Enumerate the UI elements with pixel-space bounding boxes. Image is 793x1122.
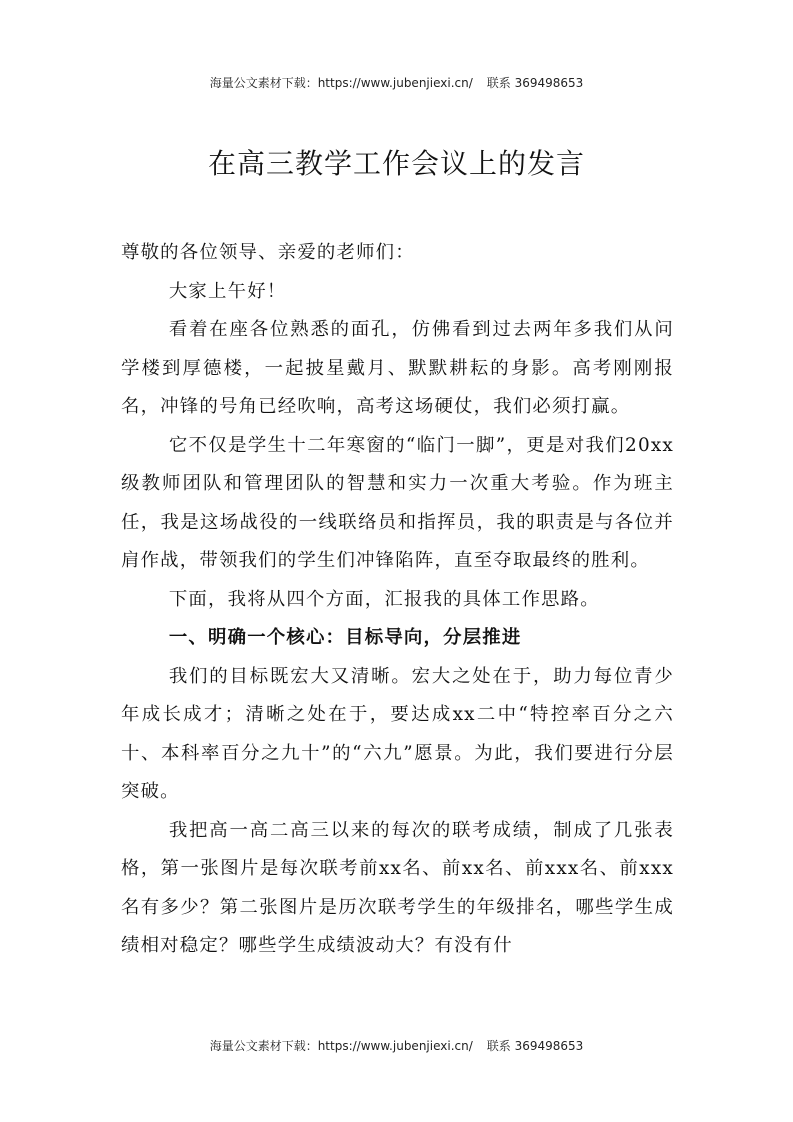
footer-text: 海量公文素材下载：https://www.jubenjiexi.cn/ — [209, 1039, 473, 1053]
footer-contact: 联系 369498653 — [486, 1039, 584, 1053]
greeting: 大家上午好！ — [168, 280, 287, 302]
paragraph: 我把高一高二高三以来的每次的联考成绩，制成了几张表格，第一张图片是每次联考前xx名、前xx名、前xxx名、前xxx名有多少？第二张图片是历次联考学生的年级排名，哪些学生成绩相对稳定？哪些学生成绩波动大？有没有什 — [121, 819, 674, 956]
document-title: 在高三教学工作会议上的发言 — [207, 147, 585, 180]
paragraph: 下面，我将从四个方面，汇报我的具体工作思路。 — [168, 588, 600, 610]
document-body — [121, 234, 674, 966]
header-text: 海量公文素材下载：https://www.jubenjiexi.cn/ — [209, 76, 473, 90]
section-heading: 一、明确一个核心：目标导向，分层推进 — [168, 627, 522, 648]
paragraph: 它不仅是学生十二年寒窗的“临门一脚”，更是对我们20xx级教师团队和管理团队的智慧和实力一次重大考验。作为班主任，我是这场战役的一线联络员和指挥员，我的职责是与各位并肩作战，带领我们的学生们冲锋陷阵，直至夺取最终的胜利。 — [121, 434, 674, 571]
paragraph: 看着在座各位熟悉的面孔，仿佛看到过去两年多我们从问学楼到厚德楼，一起披星戴月、默默耕耘的身影。高考刚刚报名，冲锋的号角已经吹响，高考这场硬仗，我们必须打赢。 — [121, 319, 674, 417]
header-contact: 联系 369498653 — [486, 76, 584, 90]
page-header — [0, 74, 793, 91]
paragraph: 我们的目标既宏大又清晰。宏大之处在于，助力每位青少年成长成才；清晰之处在于，要达成xx二中“特控率百分之六十、本科率百分之九十”的“六九”愿景。为此，我们要进行分层突破。 — [121, 665, 674, 802]
page-footer — [0, 1037, 793, 1054]
salutation: 尊敬的各位领导、亲爱的老师们： — [121, 242, 415, 263]
